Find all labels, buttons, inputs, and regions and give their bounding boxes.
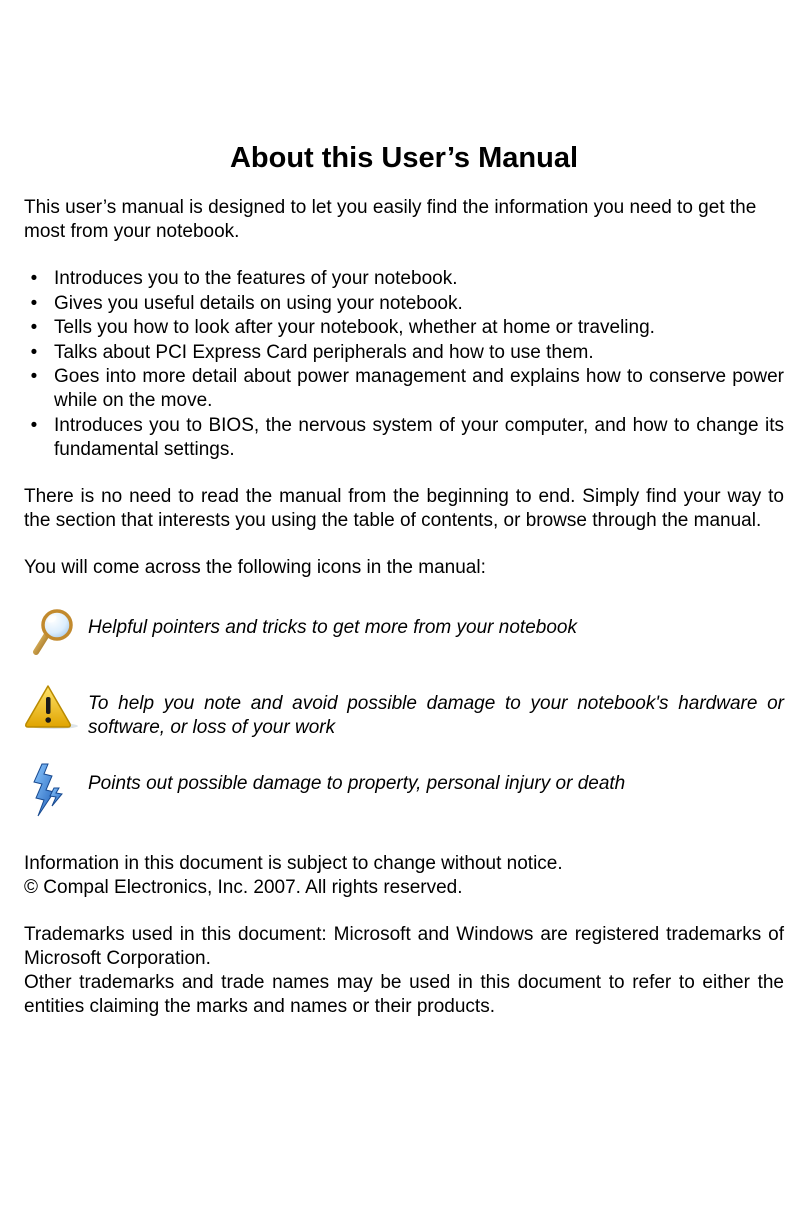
bullet-glyph: • [30,292,38,314]
list-item [24,316,784,340]
icon-legend-text: Points out possible damage to property, personal injury or death [88,772,626,794]
list-item [24,267,784,291]
trademarks-paragraph-2: Other trademarks and trade names may be used in this document to refer to either the entities claiming the marks and names or their products. [24,971,784,1017]
navigation-paragraph: There is no need to read the manual from the beginning to end. Simply find your way to the section that interests you using the table of contents, or browse through the manual. [24,485,784,531]
warning-icon [24,682,80,738]
trademarks-paragraph: Trademarks used in this document: Microsoft and Windows are registered trademarks of Microsoft Corporation. [24,923,784,969]
lightning-icon [24,762,80,818]
magnifier-icon [24,606,80,662]
page-title: About this User’s Manual [229,142,579,174]
bullet-glyph: • [30,341,38,363]
list-item [24,365,784,413]
notice-text: Information in this document is subject to change without notice. [24,852,563,874]
icon-legend-danger [24,772,784,824]
manual-page [24,138,784,1019]
list-item [24,292,784,316]
list-item-text: Goes into more detail about power management and explains how to conserve power while on the move. [54,366,784,411]
intro-paragraph: This user’s manual is designed to let you easily find the information you need to get the most from your notebook. [24,197,757,242]
list-item [24,414,784,462]
bullet-glyph: • [30,414,38,436]
bullet-glyph: • [30,366,38,387]
list-item-text: Introduces you to BIOS, the nervous system of your computer, and how to change its fundamental settings. [54,414,784,460]
bullet-glyph: • [30,317,38,338]
list-item-text: Tells you how to look after your notebook, whether at home or traveling. [54,317,655,338]
icon-legend-tip [24,616,784,668]
list-item [24,341,784,365]
bullet-glyph: • [30,268,38,289]
icons-intro-paragraph: You will come across the following icons in the manual: [24,556,486,578]
list-item-text: Talks about PCI Express Card peripherals and how to use them. [54,341,594,363]
copyright-text: © Compal Electronics, Inc. 2007. All rights reserved. [24,876,463,898]
list-item-text: Introduces you to the features of your notebook. [54,268,458,289]
icon-legend-text: Helpful pointers and tricks to get more from your notebook [88,616,577,638]
icon-legend-warning [24,692,784,744]
feature-list [24,267,784,462]
icon-legend-text: To help you note and avoid possible damage to your notebook's hardware or software, or loss of your work [88,692,784,738]
list-item-text: Gives you useful details on using your notebook. [54,292,463,314]
